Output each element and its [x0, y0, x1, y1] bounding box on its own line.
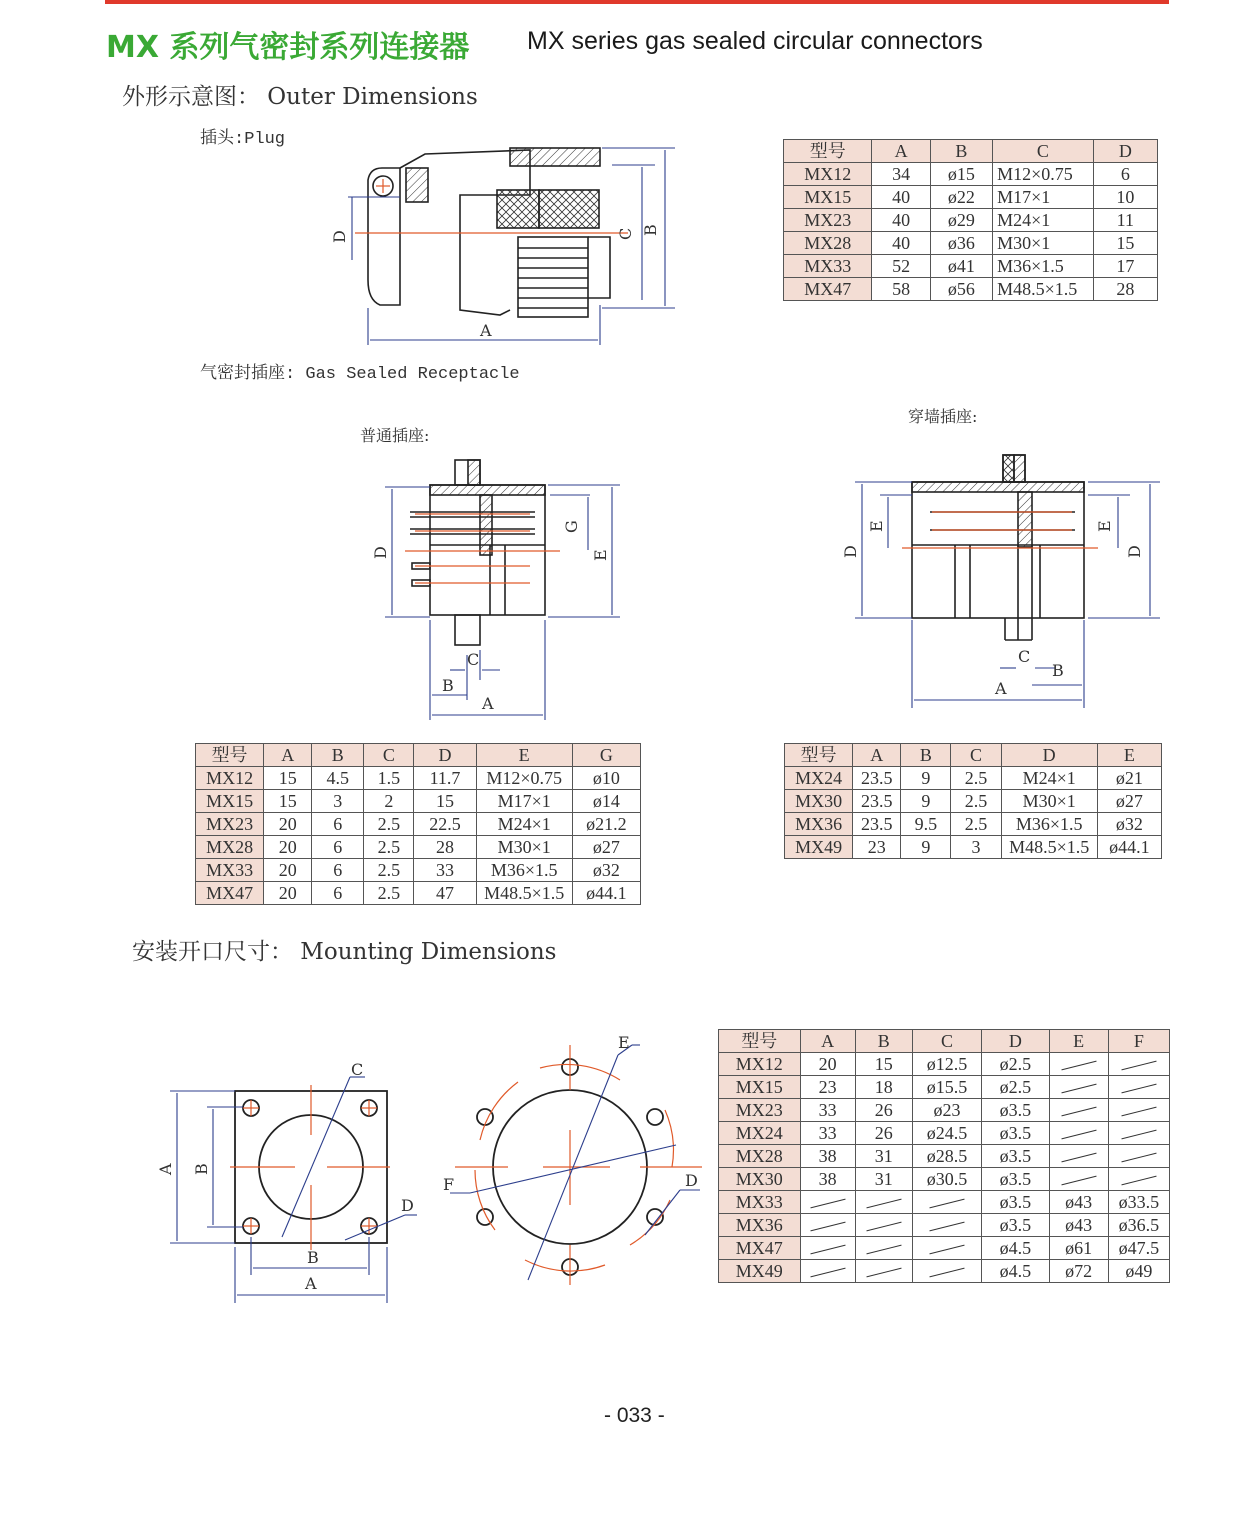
table-cell: 15 [264, 790, 312, 813]
table-cell: 15 [1093, 232, 1157, 255]
column-header: F [1108, 1030, 1169, 1053]
table-cell: ø44.1 [1097, 836, 1161, 859]
table-cell [800, 1237, 855, 1260]
table-cell: 11 [1093, 209, 1157, 232]
table-cell: 15 [855, 1053, 912, 1076]
table-cell [1049, 1053, 1108, 1076]
table-cell: 52 [872, 255, 930, 278]
table-cell: 40 [872, 209, 930, 232]
column-header: B [855, 1030, 912, 1053]
table-cell: 23.5 [853, 767, 901, 790]
not-applicable-slash [929, 1245, 964, 1255]
svg-text:F: F [443, 1175, 455, 1194]
table-cell: 10 [1093, 186, 1157, 209]
section-heading-outer-dimensions: 外形示意图： Outer Dimensions [122, 84, 478, 110]
svg-text:D: D [371, 546, 390, 559]
wall-receptacle-label: 穿墙插座: [908, 407, 978, 426]
table-cell: MX36 [785, 813, 853, 836]
table-cell: 17 [1093, 255, 1157, 278]
svg-text:A: A [482, 694, 494, 713]
table-row [784, 232, 1158, 255]
table-cell: 47 [414, 882, 476, 905]
table-cell: ø2.5 [982, 1076, 1049, 1099]
table-cell: ø14 [572, 790, 640, 813]
table-cell: 6 [1093, 163, 1157, 186]
table-cell [1108, 1168, 1169, 1191]
table-cell: 6 [312, 882, 364, 905]
table-row [785, 813, 1162, 836]
table-cell: ø72 [1049, 1260, 1108, 1283]
table-cell: 4.5 [312, 767, 364, 790]
section-heading-mounting-dimensions: 安装开口尺寸： Mounting Dimensions [132, 939, 557, 965]
table-cell: MX15 [196, 790, 264, 813]
table-header-row [785, 744, 1162, 767]
not-applicable-slash [929, 1199, 964, 1209]
table-cell: MX15 [719, 1076, 801, 1099]
table-cell: MX30 [719, 1168, 801, 1191]
table-cell: M30×1 [1001, 790, 1097, 813]
table-cell: 9 [901, 836, 951, 859]
receptacle-label: 气密封插座: Gas Sealed Receptacle [200, 365, 520, 384]
column-header: B [312, 744, 364, 767]
wall-receptacle-table [784, 743, 1162, 859]
table-cell: ø3.5 [982, 1168, 1049, 1191]
table-header-row [784, 140, 1158, 163]
not-applicable-slash [1061, 1130, 1096, 1140]
table-cell: 20 [264, 813, 312, 836]
table-cell: MX12 [196, 767, 264, 790]
table-cell: 28 [1093, 278, 1157, 301]
table-cell: ø3.5 [982, 1191, 1049, 1214]
table-cell: M24×1 [993, 209, 1094, 232]
table-row [719, 1237, 1170, 1260]
table-cell [1108, 1053, 1169, 1076]
table-cell [1108, 1076, 1169, 1099]
not-applicable-slash [866, 1199, 901, 1209]
not-applicable-slash [810, 1245, 845, 1255]
svg-text:D: D [330, 230, 349, 243]
table-cell: M12×0.75 [476, 767, 572, 790]
table-cell [912, 1237, 981, 1260]
column-header: B [901, 744, 951, 767]
column-header: C [364, 744, 414, 767]
column-header: A [800, 1030, 855, 1053]
table-cell: ø3.5 [982, 1145, 1049, 1168]
not-applicable-slash [810, 1222, 845, 1232]
table-cell: 2.5 [364, 836, 414, 859]
column-header: C [912, 1030, 981, 1053]
svg-text:B: B [1052, 661, 1064, 680]
table-row [785, 790, 1162, 813]
table-cell: MX47 [784, 278, 872, 301]
table-cell: ø4.5 [982, 1237, 1049, 1260]
table-cell [1049, 1076, 1108, 1099]
column-header: B [930, 140, 992, 163]
not-applicable-slash [929, 1222, 964, 1232]
table-cell: 6 [312, 859, 364, 882]
plug-label: 插头:Plug [200, 130, 286, 149]
table-cell: M24×1 [1001, 767, 1097, 790]
table-cell: 22.5 [414, 813, 476, 836]
table-cell: 38 [800, 1168, 855, 1191]
table-cell: M17×1 [993, 186, 1094, 209]
not-applicable-slash [810, 1199, 845, 1209]
table-cell: ø4.5 [982, 1260, 1049, 1283]
table-cell: M48.5×1.5 [993, 278, 1094, 301]
table-cell: MX30 [785, 790, 853, 813]
table-row [196, 836, 641, 859]
svg-text:E: E [867, 520, 886, 532]
table-cell: 9 [901, 790, 951, 813]
table-cell [912, 1191, 981, 1214]
table-cell: 2.5 [364, 882, 414, 905]
table-cell: M24×1 [476, 813, 572, 836]
table-cell: MX28 [719, 1145, 801, 1168]
normal-receptacle-label: 普通插座: [360, 426, 430, 445]
dim-label-a: A [480, 321, 492, 340]
table-cell: ø32 [572, 859, 640, 882]
column-header: D [414, 744, 476, 767]
table-cell [855, 1237, 912, 1260]
table-cell: ø29 [930, 209, 992, 232]
table-cell: ø3.5 [982, 1122, 1049, 1145]
table-cell: 15 [414, 790, 476, 813]
not-applicable-slash [866, 1245, 901, 1255]
table-row [719, 1191, 1170, 1214]
table-cell: ø27 [1097, 790, 1161, 813]
table-cell [1108, 1145, 1169, 1168]
svg-text:E: E [1095, 520, 1114, 532]
table-cell: MX28 [196, 836, 264, 859]
table-cell: 28 [414, 836, 476, 859]
table-cell: ø27 [572, 836, 640, 859]
table-row [719, 1145, 1170, 1168]
svg-text:A: A [156, 1163, 175, 1175]
table-cell: ø47.5 [1108, 1237, 1169, 1260]
table-cell: ø28.5 [912, 1145, 981, 1168]
table-cell: MX49 [719, 1260, 801, 1283]
table-cell: ø36 [930, 232, 992, 255]
not-applicable-slash [866, 1222, 901, 1232]
column-header: C [951, 744, 1001, 767]
column-header: G [572, 744, 640, 767]
table-header-row [719, 1030, 1170, 1053]
table-cell: MX24 [719, 1122, 801, 1145]
normal-receptacle-drawing [370, 455, 640, 725]
table-cell: ø32 [1097, 813, 1161, 836]
not-applicable-slash [810, 1268, 845, 1278]
header-accent-bar [105, 0, 1169, 4]
table-cell [855, 1260, 912, 1283]
page-number: - 033 - [604, 1404, 665, 1427]
svg-text:B: B [192, 1163, 211, 1175]
table-cell: MX47 [196, 882, 264, 905]
table-cell: ø43 [1049, 1191, 1108, 1214]
table-cell: ø15.5 [912, 1076, 981, 1099]
not-applicable-slash [1121, 1153, 1156, 1163]
table-row [719, 1168, 1170, 1191]
table-cell: MX33 [196, 859, 264, 882]
page-title-cn: MX 系列气密封系列连接器 [106, 30, 470, 65]
table-cell [912, 1214, 981, 1237]
not-applicable-slash [1061, 1176, 1096, 1186]
table-cell: ø3.5 [982, 1214, 1049, 1237]
table-cell: 1.5 [364, 767, 414, 790]
column-header: E [1097, 744, 1161, 767]
column-header: D [1001, 744, 1097, 767]
table-row [719, 1122, 1170, 1145]
not-applicable-slash [1121, 1176, 1156, 1186]
table-cell [1049, 1145, 1108, 1168]
svg-text:D: D [401, 1196, 414, 1215]
table-cell: ø12.5 [912, 1053, 981, 1076]
not-applicable-slash [1061, 1084, 1096, 1094]
svg-text:D: D [841, 545, 860, 558]
table-cell: 20 [264, 859, 312, 882]
table-row [719, 1099, 1170, 1122]
table-row [719, 1214, 1170, 1237]
table-cell: M30×1 [993, 232, 1094, 255]
table-cell: 31 [855, 1168, 912, 1191]
table-cell: M36×1.5 [1001, 813, 1097, 836]
column-header: A [853, 744, 901, 767]
table-cell: MX15 [784, 186, 872, 209]
svg-text:A: A [305, 1274, 317, 1293]
not-applicable-slash [1121, 1061, 1156, 1071]
table-cell: M48.5×1.5 [476, 882, 572, 905]
table-cell [855, 1191, 912, 1214]
table-cell [1049, 1168, 1108, 1191]
not-applicable-slash [1061, 1107, 1096, 1117]
table-cell: ø33.5 [1108, 1191, 1169, 1214]
table-cell: 33 [414, 859, 476, 882]
column-header: C [993, 140, 1094, 163]
svg-text:A: A [995, 679, 1007, 698]
svg-text:B: B [641, 224, 660, 236]
svg-text:D: D [1125, 545, 1144, 558]
table-cell: ø15 [930, 163, 992, 186]
table-cell: MX23 [784, 209, 872, 232]
table-cell: ø61 [1049, 1237, 1108, 1260]
table-header-row [196, 744, 641, 767]
table-cell: M17×1 [476, 790, 572, 813]
table-row [784, 278, 1158, 301]
table-cell: ø21 [1097, 767, 1161, 790]
table-row [196, 813, 641, 836]
not-applicable-slash [929, 1268, 964, 1278]
table-cell: 2.5 [364, 859, 414, 882]
table-row [784, 186, 1158, 209]
table-cell: 33 [800, 1099, 855, 1122]
table-cell: MX33 [784, 255, 872, 278]
table-cell: MX23 [719, 1099, 801, 1122]
table-cell: MX28 [784, 232, 872, 255]
column-header: 型号 [196, 744, 264, 767]
plug-dimension-table [783, 139, 1158, 301]
table-cell: 3 [312, 790, 364, 813]
table-row [719, 1076, 1170, 1099]
svg-text:G: G [562, 520, 581, 533]
table-cell: ø3.5 [982, 1099, 1049, 1122]
table-row [196, 859, 641, 882]
table-cell: 2 [364, 790, 414, 813]
table-cell: 26 [855, 1099, 912, 1122]
page-title-en: MX series gas sealed circular connectors [527, 27, 983, 55]
square-mounting-drawing [155, 1055, 420, 1305]
table-cell [800, 1191, 855, 1214]
round-mounting-drawing [440, 1030, 710, 1290]
mounting-dimension-table [718, 1029, 1170, 1283]
table-cell: 20 [800, 1053, 855, 1076]
not-applicable-slash [1121, 1084, 1156, 1094]
svg-text:C: C [351, 1060, 364, 1079]
table-cell: 6 [312, 813, 364, 836]
table-cell: 20 [264, 882, 312, 905]
table-cell [855, 1214, 912, 1237]
table-cell: 20 [264, 836, 312, 859]
table-cell: ø30.5 [912, 1168, 981, 1191]
table-row [196, 767, 641, 790]
table-cell: M36×1.5 [476, 859, 572, 882]
table-cell: ø21.2 [572, 813, 640, 836]
plug-drawing [330, 140, 680, 350]
table-cell: 58 [872, 278, 930, 301]
table-cell: 11.7 [414, 767, 476, 790]
table-cell: MX12 [719, 1053, 801, 1076]
table-cell: MX49 [785, 836, 853, 859]
column-header: 型号 [785, 744, 853, 767]
table-cell: 33 [800, 1122, 855, 1145]
table-cell: 6 [312, 836, 364, 859]
table-cell: 15 [264, 767, 312, 790]
column-header: E [1049, 1030, 1108, 1053]
table-cell [1108, 1099, 1169, 1122]
table-cell: ø10 [572, 767, 640, 790]
table-cell: ø22 [930, 186, 992, 209]
table-cell: 23 [853, 836, 901, 859]
table-cell: ø2.5 [982, 1053, 1049, 1076]
table-cell: M12×0.75 [993, 163, 1094, 186]
table-cell: 23.5 [853, 790, 901, 813]
table-cell: 23.5 [853, 813, 901, 836]
column-header: D [1093, 140, 1157, 163]
table-cell: ø36.5 [1108, 1214, 1169, 1237]
table-cell [1049, 1122, 1108, 1145]
table-cell: 23 [800, 1076, 855, 1099]
table-cell: ø49 [1108, 1260, 1169, 1283]
not-applicable-slash [1061, 1153, 1096, 1163]
table-cell: 2.5 [951, 767, 1001, 790]
table-cell: M48.5×1.5 [1001, 836, 1097, 859]
table-row [196, 790, 641, 813]
table-cell: 26 [855, 1122, 912, 1145]
svg-text:B: B [442, 676, 454, 695]
table-cell: 3 [951, 836, 1001, 859]
svg-text:E: E [591, 549, 610, 561]
svg-text:B: B [307, 1248, 319, 1267]
table-cell [1108, 1122, 1169, 1145]
table-cell: MX33 [719, 1191, 801, 1214]
column-header: A [872, 140, 930, 163]
column-header: D [982, 1030, 1049, 1053]
table-row [785, 836, 1162, 859]
table-row [719, 1053, 1170, 1076]
table-cell: ø24.5 [912, 1122, 981, 1145]
table-row [784, 209, 1158, 232]
table-cell: 34 [872, 163, 930, 186]
table-row [785, 767, 1162, 790]
wall-receptacle-drawing [840, 450, 1170, 715]
table-row [784, 163, 1158, 186]
table-cell: 40 [872, 232, 930, 255]
table-row [719, 1260, 1170, 1283]
table-cell: MX24 [785, 767, 853, 790]
table-cell: M30×1 [476, 836, 572, 859]
not-applicable-slash [1121, 1107, 1156, 1117]
table-cell [1049, 1099, 1108, 1122]
column-header: E [476, 744, 572, 767]
table-cell: ø56 [930, 278, 992, 301]
table-cell: MX12 [784, 163, 872, 186]
table-cell: 2.5 [951, 813, 1001, 836]
table-cell: ø23 [912, 1099, 981, 1122]
table-cell: MX47 [719, 1237, 801, 1260]
normal-receptacle-table [195, 743, 641, 905]
column-header: A [264, 744, 312, 767]
column-header: 型号 [719, 1030, 801, 1053]
table-cell: ø44.1 [572, 882, 640, 905]
table-row [196, 882, 641, 905]
table-cell: 9 [901, 767, 951, 790]
table-cell: 18 [855, 1076, 912, 1099]
column-header: 型号 [784, 140, 872, 163]
not-applicable-slash [866, 1268, 901, 1278]
svg-text:E: E [618, 1033, 630, 1052]
table-cell: 2.5 [951, 790, 1001, 813]
table-cell: 40 [872, 186, 930, 209]
table-cell: MX23 [196, 813, 264, 836]
svg-text:C: C [1018, 647, 1031, 666]
table-cell: ø41 [930, 255, 992, 278]
not-applicable-slash [1061, 1061, 1096, 1071]
table-cell [800, 1214, 855, 1237]
table-cell: 31 [855, 1145, 912, 1168]
table-cell [912, 1260, 981, 1283]
svg-text:D: D [685, 1171, 698, 1190]
table-cell [800, 1260, 855, 1283]
table-cell: 2.5 [364, 813, 414, 836]
not-applicable-slash [1121, 1130, 1156, 1140]
table-cell: MX36 [719, 1214, 801, 1237]
svg-text:C: C [616, 227, 635, 240]
table-cell: 38 [800, 1145, 855, 1168]
table-cell: ø43 [1049, 1214, 1108, 1237]
table-cell: 9.5 [901, 813, 951, 836]
svg-text:C: C [467, 650, 480, 669]
table-row [784, 255, 1158, 278]
table-cell: M36×1.5 [993, 255, 1094, 278]
